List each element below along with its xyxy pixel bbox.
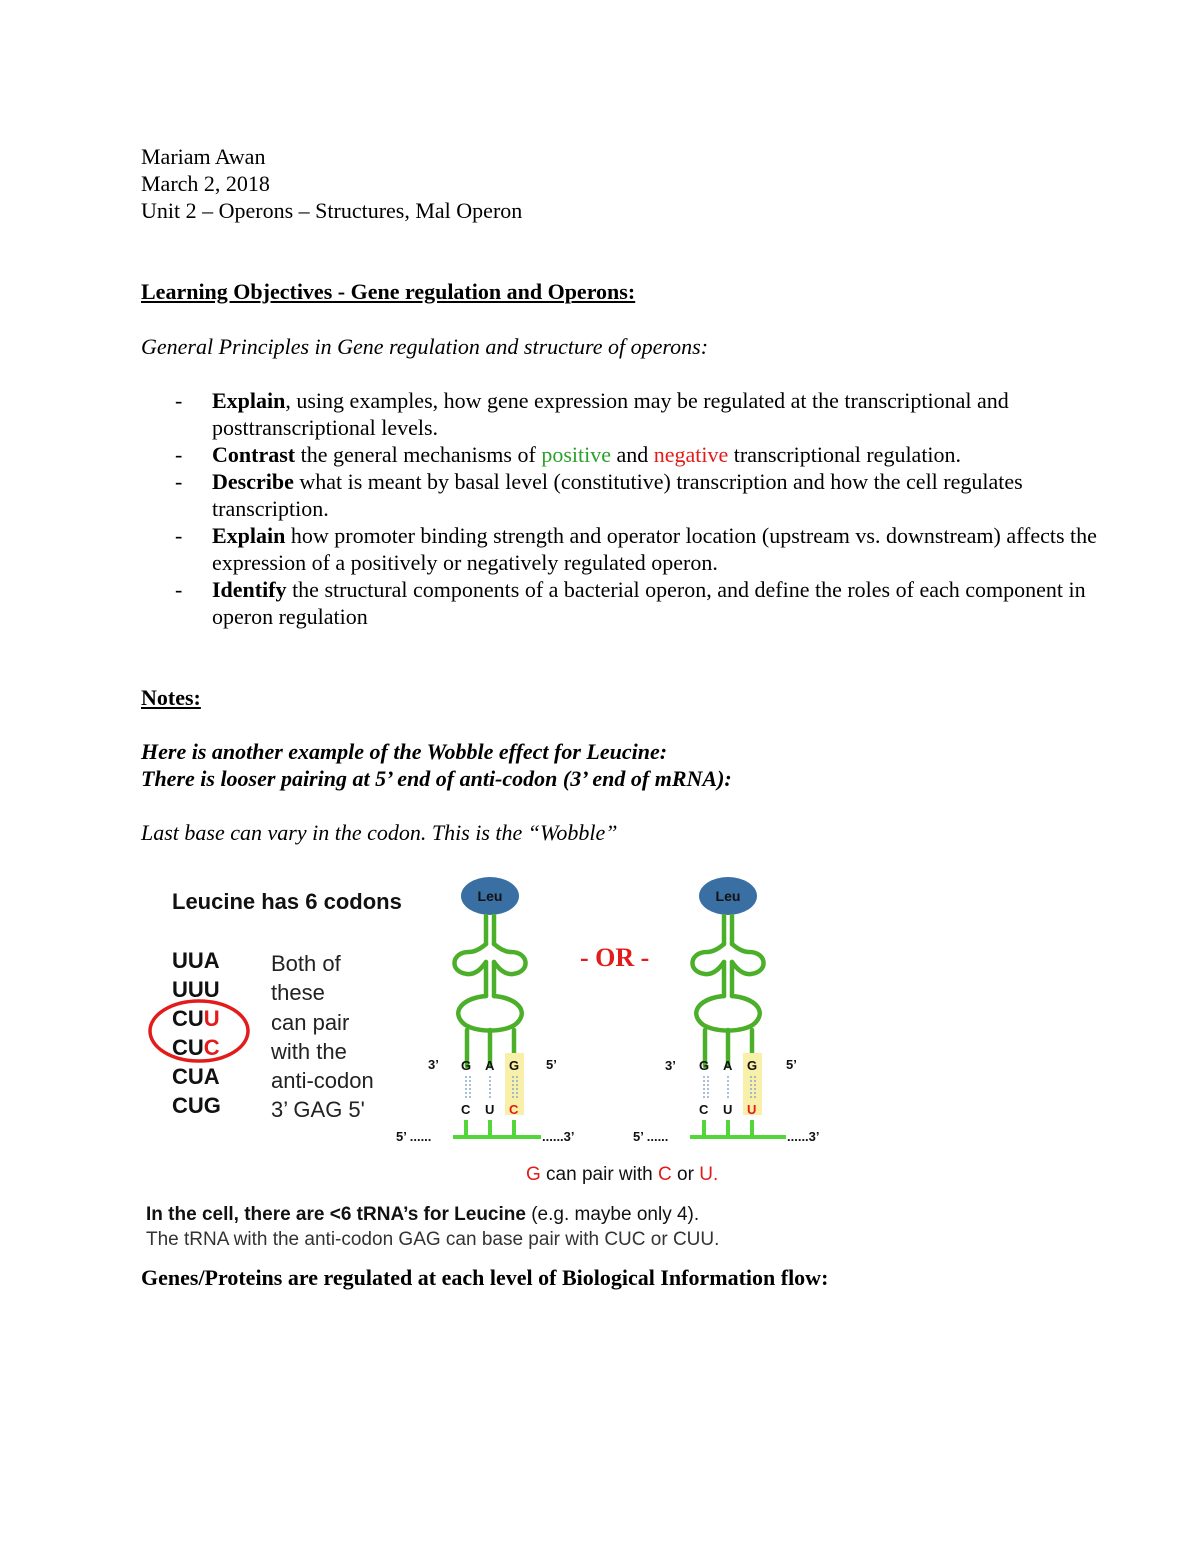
end-label: 3’ [665,1058,676,1073]
codon-base: U [747,1102,757,1117]
figure-caption-1: In the cell, there are <6 tRNA’s for Leucine (e.g. maybe only 4). [146,1204,700,1225]
codon-base: C [461,1102,471,1117]
codon-base: U [723,1102,733,1117]
pair-note: G can pair with C or U. [526,1164,719,1185]
objective-verb: Explain [212,523,286,548]
notes-footer: Genes/Proteins are regulated at each level of Biological Information flow: [141,1265,829,1290]
anticodon-base: A [723,1058,733,1073]
codon-base: C [699,1102,709,1117]
anticodon-base: G [461,1058,472,1073]
anticodon-base: G [699,1058,710,1073]
notes-line-3: Last base can vary in the codon. This is the “Wobble” [141,820,618,845]
notes-line-2: There is looser pairing at 5’ end of anti-codon (3’ end of mRNA): [141,766,732,791]
explanation-line: Both of [271,951,341,976]
objective-verb: Describe [212,469,294,494]
codon-label: UUA [172,948,220,973]
mrna-end: ......3’ [787,1129,820,1144]
end-label: 5’ [786,1057,797,1072]
anticodon-base: G [747,1058,758,1073]
positive-word: positive [541,442,611,467]
explanation-line: 3’ GAG 5' [271,1097,365,1122]
codon-label: CUC [172,1035,220,1060]
notes-heading: Notes: [141,685,201,710]
codon-base: U [485,1102,495,1117]
anticodon-base: A [485,1058,495,1073]
explanation-line: can pair [271,1010,350,1035]
codon-label: CUU [172,1006,220,1031]
notes-line-1: Here is another example of the Wobble effect for Leucine: [141,739,668,764]
objective-text: the structural components of a bacterial operon, and define the roles of each component in operon regulation [212,577,1086,629]
explanation-line: anti-codon [271,1068,374,1093]
explanation-line: these [271,980,325,1005]
objective-verb: Explain [212,388,286,413]
figure-title: Leucine has 6 codons [172,889,402,914]
objective-item: - Identify the structural components of a bacterial operon, and define the roles of each component in operon regulation [175,577,1086,629]
leu-label: Leu [477,888,503,904]
end-label: 5’ [546,1057,557,1072]
mrna-end: ......3’ [542,1129,575,1144]
codon-label: CUA [172,1064,220,1089]
explanation-line: with the [271,1039,347,1064]
mrna-end: 5’ ...... [396,1129,432,1144]
objectives-subheading: General Principles in Gene regulation and structure of operons: [141,334,709,359]
objective-verb: Contrast [212,442,296,467]
or-label: - OR - [580,943,650,972]
negative-word: negative [653,442,729,467]
objectives-heading: Learning Objectives - Gene regulation and Operons: [141,279,636,304]
objective-item: - Explain how promoter binding strength and operator location (upstream vs. downstream) affects the expression of a positively or negatively regulated operon. [175,523,1097,575]
codon-label: UUU [172,977,220,1002]
objective-text: how promoter binding strength and operator location (upstream vs. downstream) affects the expression of a positively or negatively regulated operon. [212,523,1097,575]
figure-caption-2: The tRNA with the anti-codon GAG can base pair with CUC or CUU. [146,1229,720,1250]
unit-title: Unit 2 – Operons – Structures, Mal Operon [141,198,523,223]
anticodon-base: G [509,1058,520,1073]
leu-label: Leu [715,888,741,904]
objective-text: what is meant by basal level (constitutive) transcription and how the cell regulates transcription. [212,469,1023,521]
objectives-list [141,387,1101,630]
objective-verb: Identify [212,577,287,602]
objective-item: - Explain, using examples, how gene expression may be regulated at the transcriptional and posttranscriptional levels. [175,388,1009,440]
document-date: March 2, 2018 [141,171,270,196]
end-label: 3’ [428,1057,439,1072]
codon-base: C [509,1102,519,1117]
objective-text: , using examples, how gene expression may be regulated at the transcriptional and posttranscriptional levels. [212,388,1009,440]
mrna-end: 5’ ...... [633,1129,669,1144]
wobble-diagram [141,866,866,1196]
codon-label: CUG [172,1093,221,1118]
objective-item: - Contrast the general mechanisms of positive and negative transcriptional regulation. [175,442,962,467]
wobble-figure [141,866,866,1196]
objective-item: - Describe what is meant by basal level (constitutive) transcription and how the cell regulates transcription. [175,469,1023,521]
author-name: Mariam Awan [141,144,266,169]
